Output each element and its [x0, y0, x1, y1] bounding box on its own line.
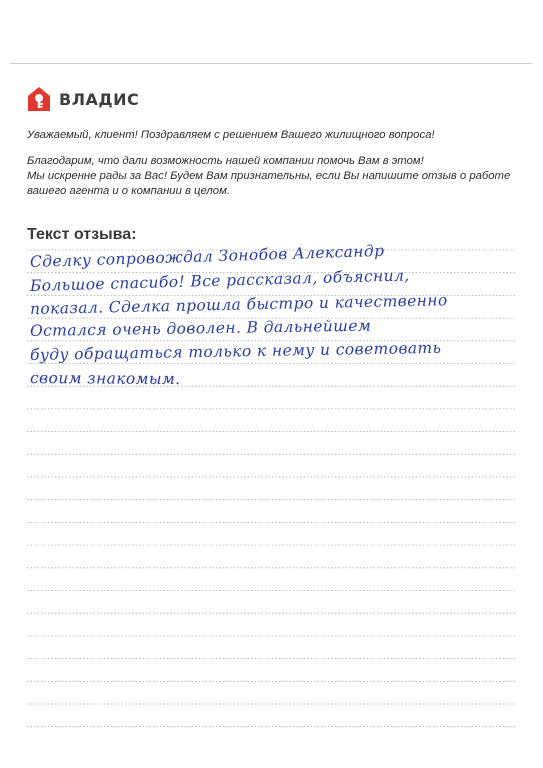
handwritten-line: Сделку сопровождал Зонобов Александр: [29, 241, 385, 271]
handwritten-line: показал. Сделка прошла быстро и качественно: [29, 291, 448, 318]
intro-greeting: Уважаемый, клиент! Поздравляем с решением Вашего жилищного вопроса!: [27, 129, 435, 141]
intro-request-line-2: вашего агента и о компании в целом.: [27, 185, 230, 197]
house-key-icon: [27, 86, 51, 112]
page-top-edge-line: [10, 63, 533, 64]
handwritten-line: Большое спасибо! Все рассказал, объяснил,: [29, 266, 410, 295]
handwritten-line: буду обращаться только к нему и советовать: [29, 338, 442, 364]
handwritten-line: Остался очень доволен. В дальнейшем: [29, 316, 372, 340]
handwritten-line: своим знакомым.: [29, 369, 181, 389]
brand-logo: [27, 86, 139, 112]
intro-request-line-1: Мы искренне рады за Вас! Будем Вам признательны, если Вы напишите отзыв о работе: [27, 170, 511, 182]
intro-thanks: Благодарим, что дали возможность нашей компании помочь Вам в этом!: [27, 155, 424, 167]
review-title: Текст отзыва:: [27, 226, 137, 243]
brand-name: ВЛАДИС: [59, 89, 140, 109]
